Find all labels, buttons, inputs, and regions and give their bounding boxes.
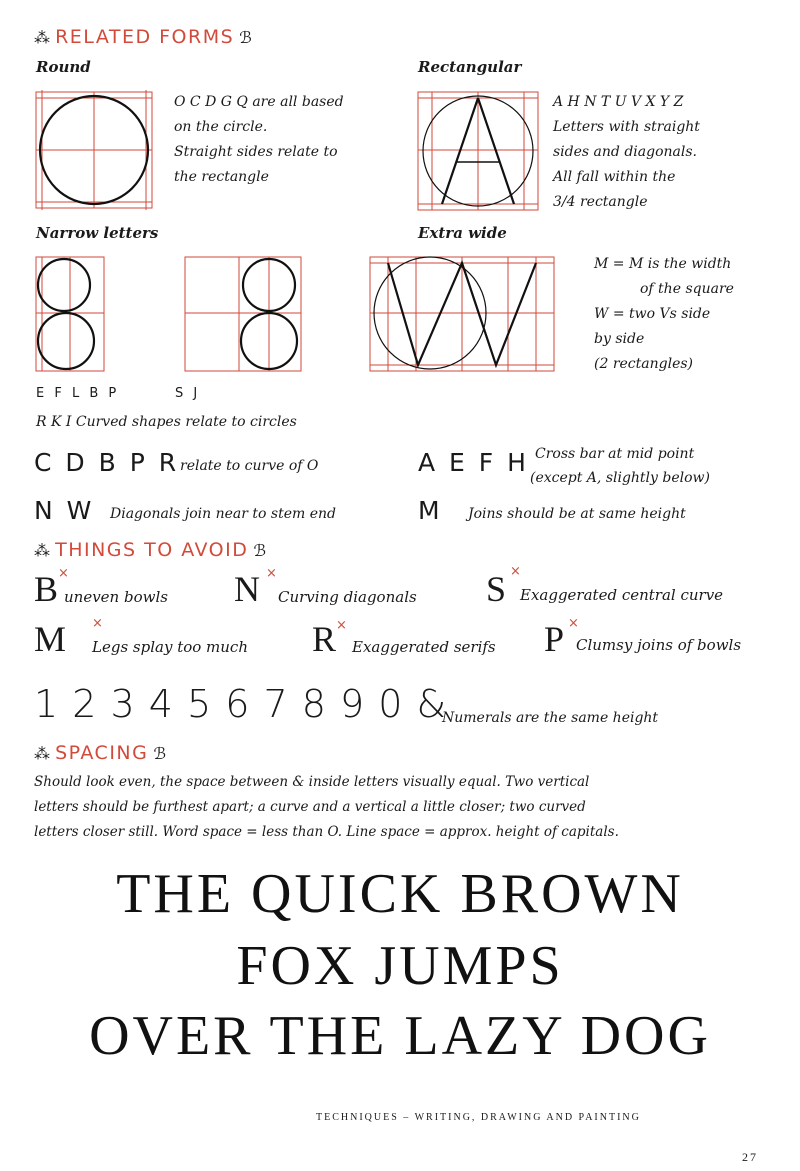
row2-left-caps: N W [34, 496, 95, 525]
red-x-mark-icon: × [568, 616, 579, 631]
ornament-right-icon: ℬ [239, 28, 252, 47]
wide-note-line: M = M is the width [594, 256, 732, 272]
spacing-line: Should look even, the space between & inside letters visually equal. Two vertical [34, 774, 590, 790]
related-forms-heading: RELATED FORMS [55, 26, 235, 48]
rect-note-line: sides and diagonals. [553, 144, 697, 160]
ornament-left-icon: ⁂ [34, 28, 50, 47]
pangram-line-2: FOX JUMPS [236, 935, 564, 997]
round-title: Round [36, 58, 91, 76]
red-x-mark-icon: × [92, 616, 103, 631]
row2-right-note: Joins should be at same height [468, 506, 686, 522]
avoid-text: Legs splay too much [92, 638, 248, 656]
row1-left-caps: C D B P R [34, 448, 180, 477]
rect-note-line: All fall within the [553, 169, 676, 185]
pangram-line-3: OVER THE LAZY DOG [89, 1005, 711, 1067]
wide-note-line: by side [594, 331, 645, 347]
ornament-left-icon: ⁂ [34, 541, 50, 560]
red-x-mark-icon: × [336, 618, 347, 633]
extra-wide-title: Extra wide [418, 224, 507, 242]
narrow-caption-3: R K I Curved shapes relate to circles [36, 414, 297, 430]
rect-note-line: Letters with straight [553, 119, 700, 135]
rect-note-line: A H N T U V X Y Z [553, 94, 684, 110]
ornament-right-icon: ℬ [153, 744, 167, 763]
wide-note-line: (2 rectangles) [594, 356, 693, 372]
narrow-letters-diagram-1 [34, 255, 106, 373]
row1-right-caps: A E F H [418, 448, 529, 477]
extra-wide-notes [594, 252, 734, 377]
rectangular-notes [553, 90, 700, 215]
rectangular-diagram [416, 90, 540, 212]
page-number: 27 [742, 1150, 758, 1164]
round-note-line: O C D G Q are all based [174, 94, 344, 110]
avoid-text: uneven bowls [64, 588, 168, 606]
spacing-line: letters should be furthest apart; a curve and a vertical a little closer; two curved [34, 799, 586, 815]
ornament-right-icon: ℬ [253, 541, 267, 560]
row1-left-note: relate to curve of O [180, 458, 319, 474]
avoid-letter: B [34, 569, 59, 609]
ornament-left-icon: ⁂ [34, 744, 50, 763]
round-diagram [34, 90, 154, 210]
narrow-caption-1: E F L B P [36, 386, 120, 401]
pangram-line-1: THE QUICK BROWN [116, 863, 684, 925]
round-note-line: the rectangle [174, 169, 269, 185]
rect-note-line: 3/4 rectangle [553, 194, 648, 210]
related-forms-heading-row [34, 26, 252, 48]
extra-wide-diagram [368, 255, 556, 373]
row1-right-note-1: Cross bar at mid point [535, 446, 695, 462]
avoid-letter: S [486, 569, 507, 609]
narrow-letters-diagram-2 [183, 255, 303, 373]
row2-right-caps: M [418, 496, 443, 525]
spacing-paragraph [34, 770, 774, 845]
round-note-line: Straight sides relate to [174, 144, 338, 160]
avoid-heading-row [34, 539, 266, 561]
avoid-letter: N [234, 569, 260, 609]
avoid-letter: M [34, 619, 67, 659]
red-x-mark-icon: × [510, 564, 521, 579]
spacing-heading: SPACING [55, 742, 149, 764]
round-notes [174, 90, 344, 190]
numerals-note: Numerals are the same height [442, 710, 659, 726]
spacing-line: letters closer still. Word space = less than O. Line space = approx. height of capitals. [34, 824, 619, 840]
rectangular-title: Rectangular [418, 58, 522, 76]
row2-left-note: Diagonals join near to stem end [110, 506, 337, 522]
red-x-mark-icon: × [58, 566, 69, 581]
avoid-heading: THINGS TO AVOID [55, 539, 249, 561]
running-head: TECHNIQUES – WRITING, DRAWING AND PAINTING [316, 1112, 641, 1123]
avoid-text: Exaggerated central curve [520, 586, 724, 604]
avoid-text: Curving diagonals [278, 588, 417, 606]
wide-note-line: of the square [640, 281, 734, 297]
avoid-letter: P [544, 619, 565, 659]
wide-note-line: W = two Vs side [594, 306, 711, 322]
numerals-row: 1 2 3 4 5 6 7 8 9 0 & [34, 682, 448, 726]
spacing-heading-row [34, 742, 166, 764]
red-x-mark-icon: × [266, 566, 277, 581]
avoid-text: Exaggerated serifs [352, 638, 496, 656]
narrow-letters-title: Narrow letters [36, 224, 159, 242]
avoid-letter: R [312, 619, 337, 659]
avoid-text: Clumsy joins of bowls [576, 636, 742, 654]
narrow-caption-2: S J [175, 386, 201, 401]
row1-right-note-2: (except A, slightly below) [530, 470, 710, 486]
round-note-line: on the circle. [174, 119, 268, 135]
